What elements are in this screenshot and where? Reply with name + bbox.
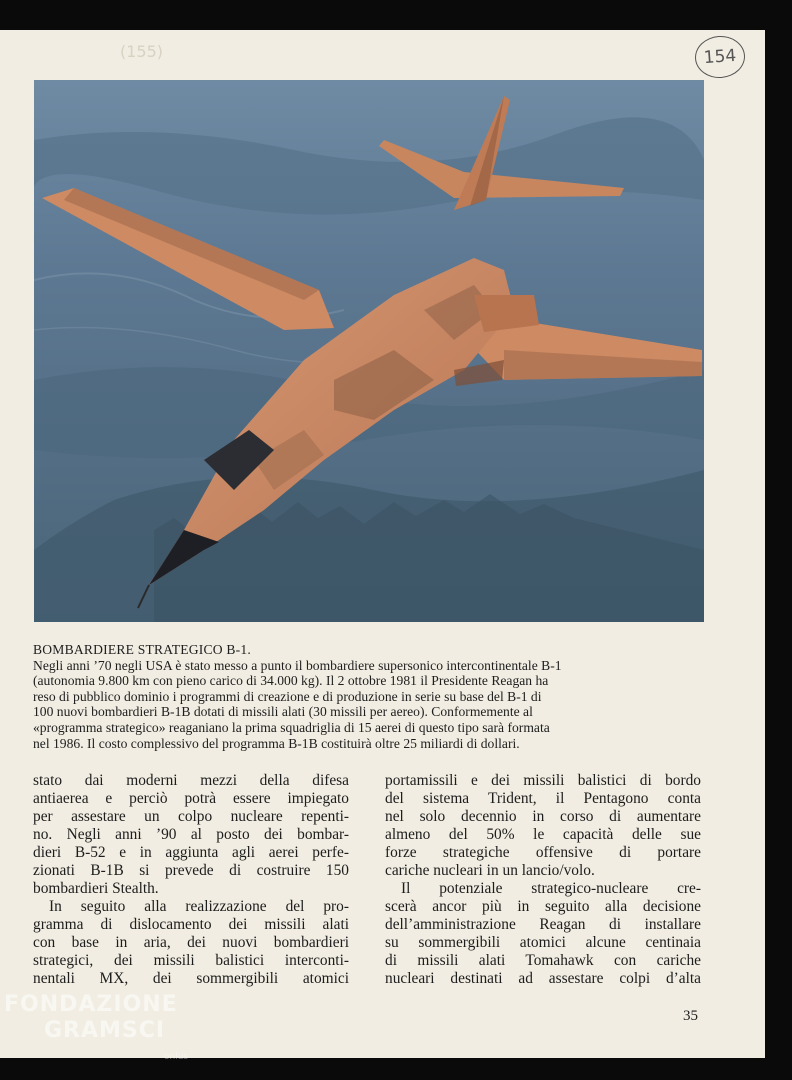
text-line: gramma di dislocamento dei missili alati [33, 916, 349, 933]
text-line: nucleari destinati ad assestare colpi d’alta [385, 970, 701, 987]
text-line: del sistema Trident, il Pentagono conta [385, 790, 701, 807]
text-line: portamissili e dei missili balistici di bordo [385, 772, 701, 789]
b1-bomber-photo [34, 80, 704, 622]
text-line: nel solo decennio in corso di aumentare [385, 808, 701, 825]
text-line: antiaerea e perciò potrà essere impiegato [33, 790, 349, 807]
caption-line: 100 nuovi bombardieri B-1B dotati di missili alati (30 missili per aereo). Conformemente al [33, 704, 533, 720]
text-line: dieri B-52 e in aggiunta agli aerei perfe- [33, 844, 349, 861]
faint-pencil-mark: (155) [120, 42, 164, 61]
text-line: zionati B-1B si prevede di costruire 150 [33, 862, 349, 879]
watermark-line2: GRAMSCI [44, 1018, 166, 1043]
text-line: scerà ancor più in seguito alla decisione [385, 898, 701, 915]
text-line: per assestare un colpo nucleare repenti- [33, 808, 349, 825]
handwritten-page-number: 154 [694, 34, 747, 79]
text-line: forze strategiche offensive di portare [385, 844, 701, 861]
caption-line: (autonomia 9.800 km con pieno carico di 34.000 kg). Il 2 ottobre 1981 il Presidente Reagan ha [33, 673, 549, 689]
body-column-right [385, 772, 701, 988]
text-line: di missili alati Tomahawk con cariche [385, 952, 701, 969]
text-line: stato dai moderni mezzi della difesa [33, 772, 349, 789]
watermark-line3: onlus [164, 1052, 189, 1062]
text-line: dell’amministrazione Reagan di installare [385, 916, 701, 933]
text-line: In seguito alla realizzazione del pro- [49, 898, 349, 915]
document-page [0, 30, 765, 1058]
text-line: con base in aria, dei nuovi bombardieri [33, 934, 349, 951]
text-line: su sommergibili atomici alcune centinaia [385, 934, 701, 951]
text-line: almeno del 50% le capacità delle sue [385, 826, 701, 843]
photo-caption [33, 642, 733, 751]
text-line: cariche nucleari in un lancio/volo. [385, 862, 595, 879]
text-line: Il potenziale strategico-nucleare cre- [401, 880, 701, 897]
text-line: strategici, dei missili balistici interconti- [33, 952, 349, 969]
watermark-line1: FONDAZIONE [4, 992, 178, 1017]
fondazione-gramsci-watermark [4, 992, 188, 1070]
text-line: no. Negli anni ’90 al posto dei bombar- [33, 826, 349, 843]
text-line: nentali MX, dei sommergibili atomici [33, 970, 349, 987]
text-line: bombardieri Stealth. [33, 880, 159, 897]
caption-line: reso di pubblico dominio i programmi di creazione e di produzione in serie su base del B-1 di [33, 688, 542, 704]
caption-title: BOMBARDIERE STRATEGICO B-1. [33, 642, 252, 657]
caption-line: Negli anni ’70 negli USA è stato messo a punto il bombardiere supersonico intercontinentale B-1 [33, 657, 562, 673]
caption-line: «programma strategico» reaganiano la prima squadriglia di 15 aerei di questo tipo sarà formata [33, 719, 550, 735]
caption-line: nel 1986. Il costo complessivo del programma B-1B costituirà oltre 25 miliardi di dollari. [33, 735, 520, 751]
page-number: 35 [683, 1008, 698, 1024]
body-column-left [33, 772, 349, 988]
